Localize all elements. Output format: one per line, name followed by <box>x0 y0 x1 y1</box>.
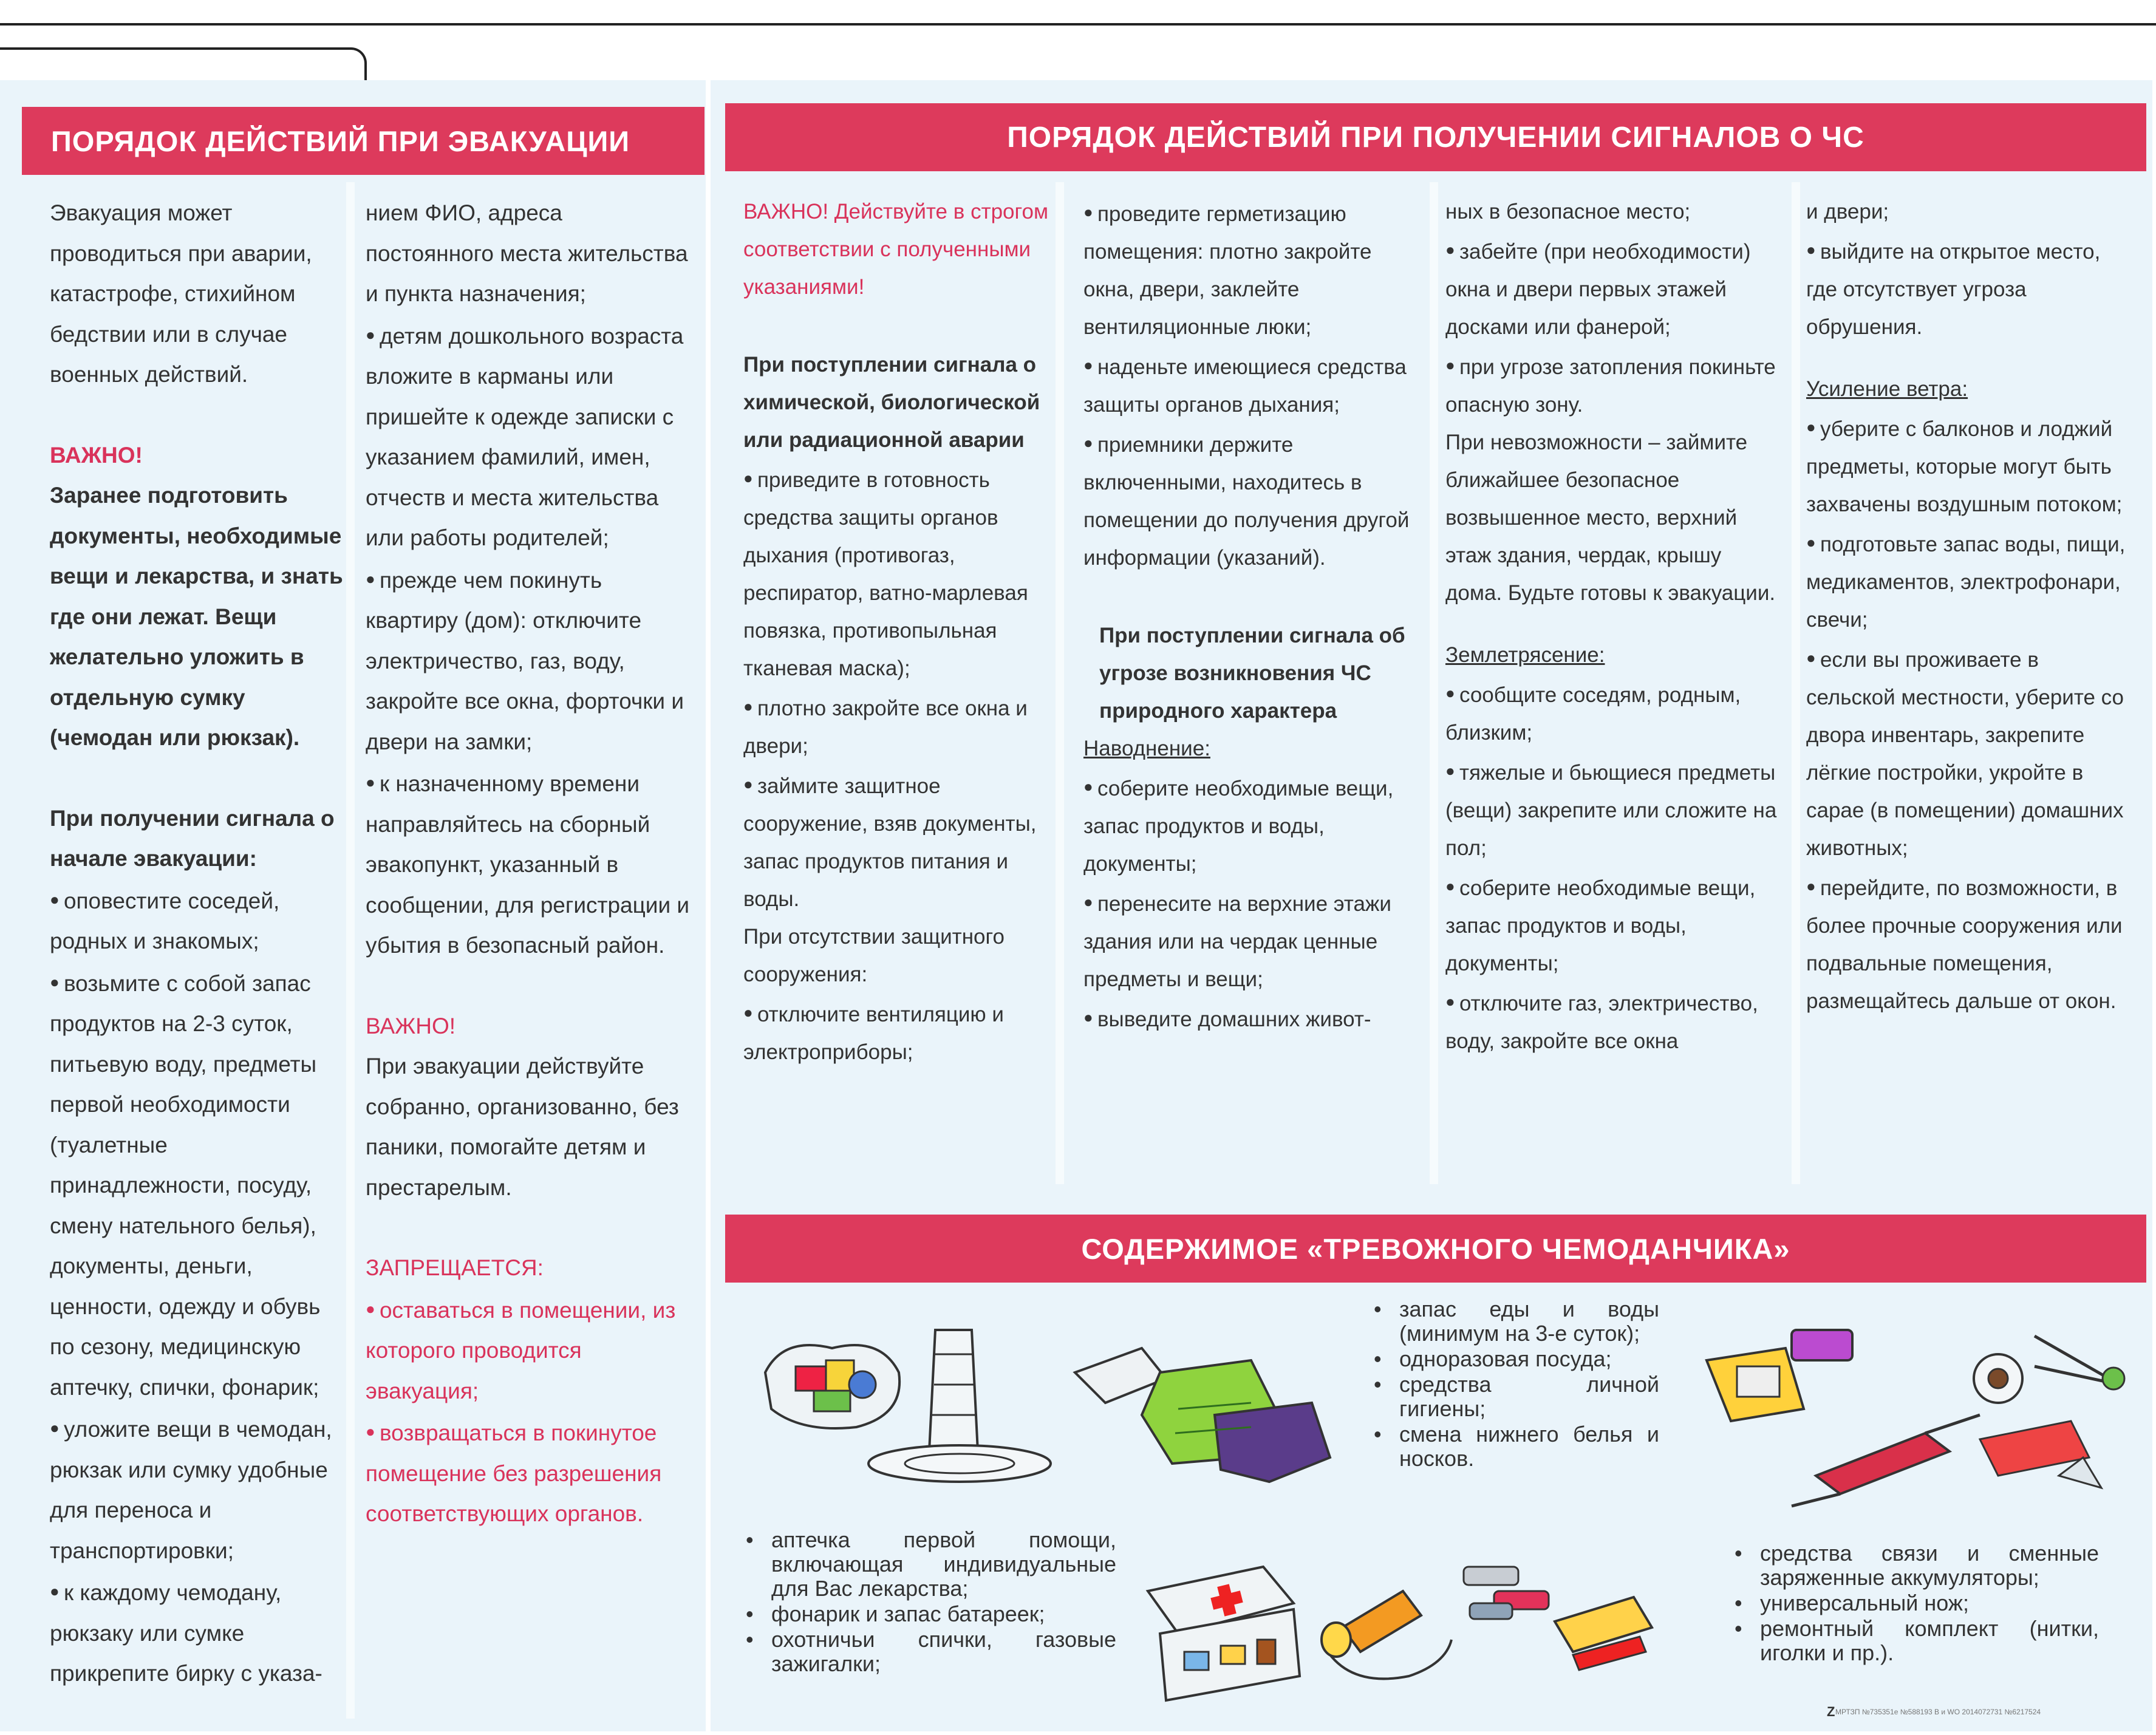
list-item: ● к назначенному времени направляйтесь на сборный эвакопункт, указанный в сообщении, для регистрации и убытия в безопасный район. <box>366 762 694 966</box>
continued-text: нием ФИО, адреса постоянного места жительства и пункта назначения; <box>366 200 688 306</box>
evacuation-column-1 <box>50 193 347 1694</box>
list-item: • охотничьи спички, газовые зажигалки; <box>746 1628 1116 1676</box>
column-divider <box>346 182 355 1719</box>
tools-icon <box>1694 1312 2138 1512</box>
list-item: ● возьмите с собой запас продуктов на 2-3 суток, питьевую воду, предметы первой необходимости (туалетные принадлежности, посуду, смену нательного белья), документы, деньги, ценности, одежду и обувь по сезону, медицинскую аптечку, спички, фонарик; <box>50 962 347 1408</box>
list-item: ● перенесите на верхние этажи здания или на чердак ценные предметы и вещи; <box>1083 883 1424 998</box>
important-note: ВАЖНО! Действуйте в строгом соответствии с полученными указаниями! <box>743 200 1049 299</box>
list-item: • ремонтный комплект (нитки, иголки и пр.). <box>1735 1617 2099 1665</box>
important-text: При эвакуации действуйте собранно, организованно, без паники, помогайте детям и престарелым. <box>366 1054 679 1200</box>
list-item: ● сообщите соседям, родным, близким; <box>1445 674 1783 752</box>
list-item: • запас еды и воды (минимум на 3-е суток); <box>1374 1297 1659 1346</box>
list-item: ● перейдите, по возможности, в более прочные сооружения или подвальные помещения, размещайтесь дальше от окон. <box>1806 867 2128 1020</box>
signals-column-1 <box>743 193 1053 1071</box>
column-divider <box>1430 182 1438 1184</box>
list-item: ● плотно закройте все окна и двери; <box>743 687 1053 765</box>
forbidden-label: ЗАПРЕЩАЕТСЯ: <box>366 1255 544 1280</box>
kit-list-right <box>1735 1541 2099 1666</box>
kit-banner <box>725 1215 2146 1283</box>
continued-text: ных в безопасное место; <box>1445 200 1691 223</box>
forbidden-item: ● возвращаться в покинутое помещение без разрешения соответствующих органов. <box>366 1411 694 1535</box>
first-aid-kit-icon <box>1142 1555 1458 1706</box>
signals-column-4 <box>1806 193 2128 1020</box>
chemical-heading: При поступлении сигнала о химической, биологической или радиационной аварии <box>743 353 1040 452</box>
publisher-logo: Z <box>1827 1704 1835 1719</box>
evacuation-intro: Эвакуация может проводиться при аварии, катастрофе, стихийном бедствии или в случае военных действий. <box>50 200 312 387</box>
signals-column-3 <box>1445 193 1783 1060</box>
list-item: • смена нижнего белья и носков. <box>1374 1422 1659 1471</box>
evacuation-banner <box>22 107 704 175</box>
list-item: ● тяжелые и бьющиеся предметы (вещи) закрепите или сложите на пол; <box>1445 752 1783 867</box>
list-item: ● детям дошкольного возраста вложите в карманы или пришейте к одежде записки с указанием фамилий, имен, отчеств и места жительства или работы родителей; <box>366 315 694 559</box>
list-item: • средства личной гигиены; <box>1374 1372 1659 1421</box>
paragraph: При невозможности – займите ближайшее безопасное возвышенное место, верхний этаж здания, чердак, крышу дома. Будьте готовы к эвакуации. <box>1445 431 1776 605</box>
kit-title: СОДЕРЖИМОЕ «ТРЕВОЖНОГО ЧЕМОДАНЧИКА» <box>1081 1232 1790 1265</box>
list-item: • фонарик и запас батареек; <box>746 1602 1116 1626</box>
important-label: ВАЖНО! <box>366 1013 456 1038</box>
list-item: ● к каждому чемодану, рюкзаку или сумке прикрепите бирку с указа- <box>50 1571 347 1694</box>
list-item: ● выведите домашних живот- <box>1083 998 1424 1038</box>
forbidden-item: ● оставаться в помещении, из которого проводится эвакуация; <box>366 1289 694 1412</box>
important-text: Заранее подготовить документы, необходимые вещи и лекарства, и знать где они лежат. Вещи желательно уложить в отдельную сумку (чемодан или рюкзак). <box>50 483 343 750</box>
column-divider <box>1792 182 1800 1184</box>
no-shelter-text: При отсутствии защитного сооружения: <box>743 925 1005 986</box>
list-item: ● приведите в готовность средства защиты органов дыхания (противогаз, респиратор, ватно-марлевая повязка, противопыльная тканевая маска); <box>743 459 1053 687</box>
evacuation-column-2 <box>366 193 694 1535</box>
list-item: ● уберите с балконов и лоджий предметы, которые могут быть захвачены воздушным потоком; <box>1806 408 2128 523</box>
food-bag-icon <box>759 1312 1075 1494</box>
earthquake-heading: Землетрясение: <box>1445 643 1605 667</box>
print-code: МРТЗП №735351е №588193 В и WO 2014072731 №6217524 <box>1835 1708 2041 1716</box>
list-item: ● проведите герметизацию помещения: плотно закройте окна, двери, заклейте вентиляционные люки; <box>1083 193 1424 346</box>
list-item: ● при угрозе затопления покиньте опасную зону. <box>1445 346 1783 424</box>
list-item: ● прежде чем покинуть квартиру (дом): отключите электричество, газ, воду, закройте все окна, форточки и двери на замки; <box>366 559 694 763</box>
list-item: ● если вы проживаете в сельской местности, уберите со двора инвентарь, закрепите лёгкие постройки, укройте в сарае (в помещении) домашних животных; <box>1806 639 2128 867</box>
list-item: ● отключите газ, электричество, воду, закройте все окна <box>1445 983 1783 1060</box>
batteries-icon <box>1458 1555 1670 1676</box>
signal-heading: При получении сигнала о начале эвакуации: <box>50 805 335 871</box>
scan-edge-line <box>0 23 2156 26</box>
list-item: • одноразовая посуда; <box>1374 1347 1659 1371</box>
list-item: ● выйдите на открытое место, где отсутствует угроза обрушения. <box>1806 231 2128 346</box>
list-item: ● займите защитное сооружение, взяв документы, запас продуктов питания и воды. <box>743 765 1053 918</box>
list-item: ● подготовьте запас воды, пищи, медикаментов, электрофонари, свечи; <box>1806 523 2128 639</box>
list-item: ● соберите необходимые вещи, запас продуктов и воды, документы; <box>1445 867 1783 983</box>
clothing-icon <box>1069 1336 1342 1500</box>
signals-column-2 <box>1083 193 1424 1038</box>
list-item: • аптечка первой помощи, включающая индивидуальные для Вас лекарства; <box>746 1528 1116 1601</box>
list-item: • универсальный нож; <box>1735 1591 2099 1615</box>
list-item: ● наденьте имеющиеся средства защиты органов дыхания; <box>1083 346 1424 424</box>
list-item: • средства связи и сменные заряженные аккумуляторы; <box>1735 1541 2099 1590</box>
natural-heading: При поступлении сигнала об угрозе возникновения ЧС природного характера <box>1099 624 1405 723</box>
kit-list-left <box>746 1528 1116 1677</box>
column-divider <box>1056 182 1064 1184</box>
flood-heading: Наводнение: <box>1083 737 1210 760</box>
continued-text: и двери; <box>1806 200 1889 223</box>
list-item: ● уложите вещи в чемодан, рюкзак или сумку удобные для переноса и транспортировки; <box>50 1408 347 1571</box>
wind-heading: Усиление ветра: <box>1806 377 1968 401</box>
signals-title: ПОРЯДОК ДЕЙСТВИЙ ПРИ ПОЛУЧЕНИИ СИГНАЛОВ О ЧС <box>1007 121 1864 154</box>
kit-list-top <box>1374 1297 1659 1472</box>
list-item: ● соберите необходимые вещи, запас продуктов и воды, документы; <box>1083 768 1424 883</box>
list-item: ● забейте (при необходимости) окна и двери первых этажей досками или фанерой; <box>1445 231 1783 346</box>
signals-banner <box>725 103 2146 171</box>
list-item: ● приемники держите включенными, находитесь в помещении до получения другой информации (указаний). <box>1083 424 1424 577</box>
list-item: ● отключите вентиляцию и электроприборы; <box>743 994 1053 1071</box>
list-item: ● оповестите соседей, родных и знакомых; <box>50 879 347 962</box>
evacuation-title: ПОРЯДОК ДЕЙСТВИЙ ПРИ ЭВАКУАЦИИ <box>51 124 630 157</box>
important-label: ВАЖНО! <box>50 442 143 468</box>
